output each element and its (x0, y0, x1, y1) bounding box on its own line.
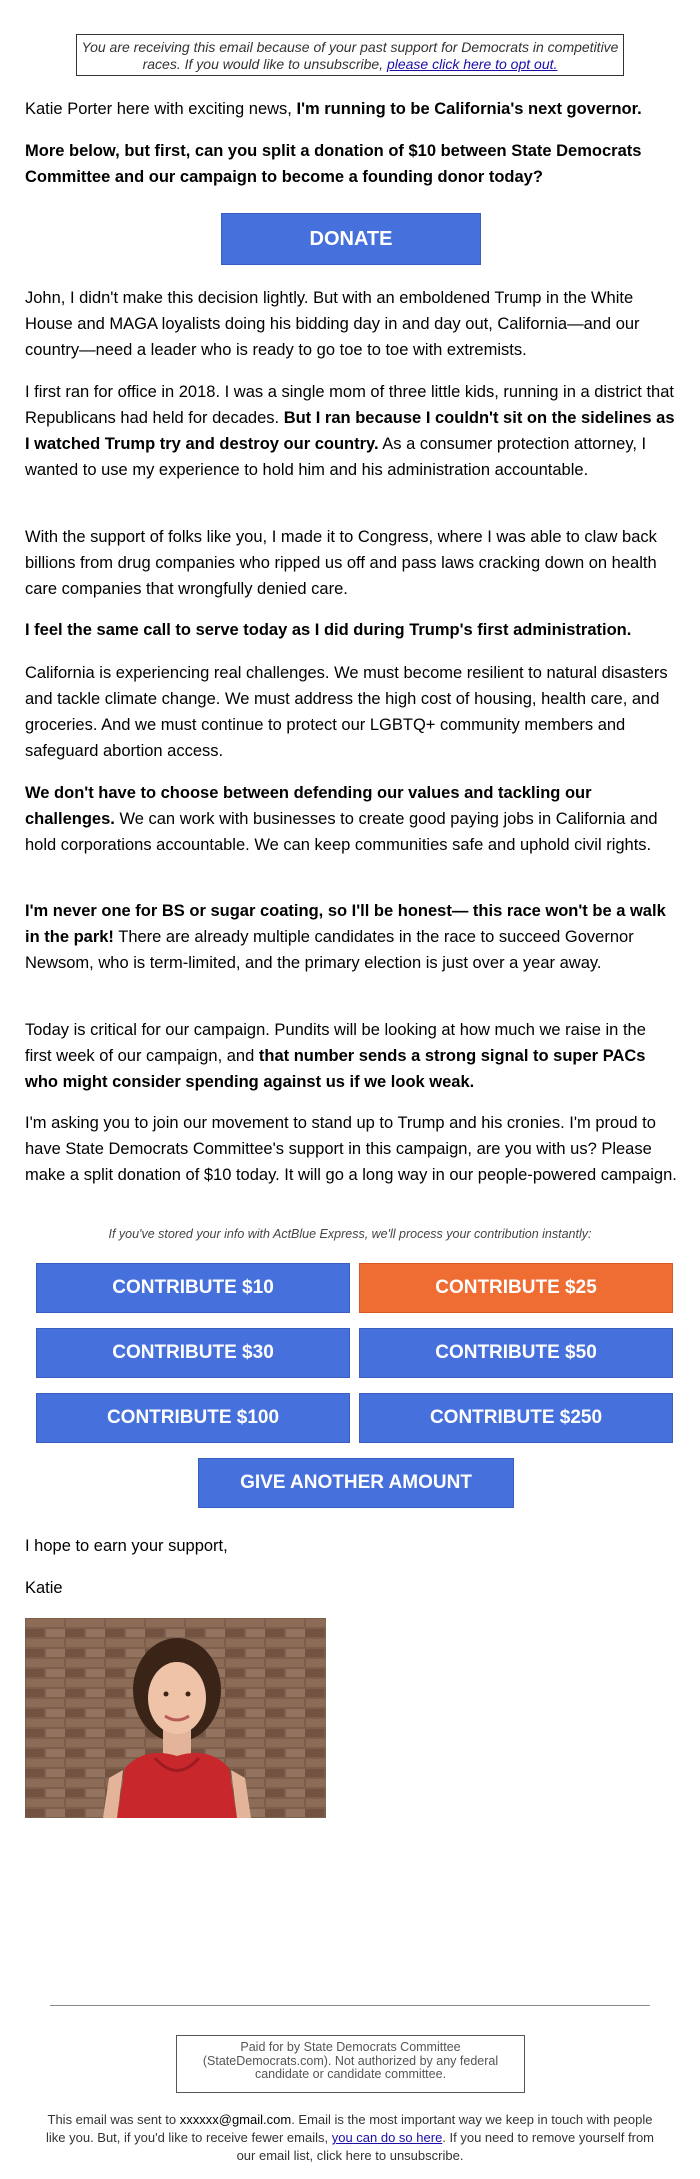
contribute-30-button[interactable]: CONTRIBUTE $30 (36, 1328, 350, 1378)
paragraph-6-a: We don't have to choose between defending our values and tackling our challenges. (25, 784, 592, 828)
paragraph-2-a: I first ran for office in 2018. I was a single mom of three little kids, running in a district that Republicans had held for decades. (25, 383, 674, 427)
intro-lead-bold: I'm running to be California's next governor. (296, 100, 642, 118)
footer-text-2: . Email is the most important way we keep in touch with people like you. But, if you'd like to receive fewer emails, (45, 2112, 653, 2145)
paragraph-5: California is experiencing real challenges. We must become resilient to natural disasters and tackle climate change. We must address the high cost of housing, health care, and groceries. And we must continue to protect our LGBTQ+ community members and safeguard abortion access. (25, 664, 668, 760)
give-another-amount-button[interactable]: GIVE ANOTHER AMOUNT (198, 1458, 514, 1508)
fewer-emails-link[interactable]: you can do so here (331, 2130, 443, 2145)
actblue-express-note: If you've stored your info with ActBlue Express, we'll process your contribution instantly: (108, 1227, 592, 1241)
paragraph-6-b: We can work with businesses to create good paying jobs in California and hold corporations accountable. We can keep communities safe and uphold civil rights. (25, 810, 658, 854)
paragraph-1: John, I didn't make this decision lightly. But with an emboldened Trump in the White House and MAGA loyalists doing his bidding day in and day out, California—and our country—need a leader who is ready to go toe to toe with extremists. (25, 289, 640, 359)
donation-ask: More below, but first, can you split a donation of $10 between State Democrats Committee and our campaign to become a founding donor today? (25, 142, 642, 186)
paragraph-2-c: As a consumer protection attorney, I wanted to use my experience to hold him and his administration accountable. (25, 435, 647, 479)
opt-out-notice (76, 34, 624, 76)
paragraph-7-b: There are already multiple candidates in the race to succeed Governor Newsom, who is term-limited, and the primary election is just over a year away. (25, 928, 634, 972)
paragraph-7-a: I'm never one for BS or sugar coating, so I'll be honest— this race won't be a walk in the park! (25, 902, 666, 946)
footer-email: xxxxxx@gmail.com (179, 2112, 292, 2127)
contribute-25-button[interactable]: CONTRIBUTE $25 (359, 1263, 673, 1313)
contribute-10-button[interactable]: CONTRIBUTE $10 (36, 1263, 350, 1313)
closing-line: I hope to earn your support, (25, 1537, 228, 1555)
intro-line (25, 96, 677, 122)
footer-text-3: . If you need to remove yourself from our email list, click here to unsubscribe. (236, 2130, 655, 2163)
contribute-100-button[interactable]: CONTRIBUTE $100 (36, 1393, 350, 1443)
paragraph-4: I feel the same call to serve today as I did during Trump's first administration. (25, 621, 632, 639)
candidate-photo-illustration (25, 1618, 326, 1818)
paid-for-line-2: (StateDemocrats.com). Not authorized by any federal candidate or candidate committee. (202, 2053, 499, 2081)
footer-text-1: This email was sent to (47, 2112, 177, 2127)
paragraph-2-b: But I ran because I couldn't sit on the sidelines as I watched Trump try and destroy our country. (25, 409, 675, 453)
paragraph-7 (25, 898, 677, 976)
paid-for-line-1: Paid for by State Democrats Committee (240, 2040, 461, 2054)
paragraph-2 (25, 379, 677, 483)
intro-lead: Katie Porter here with exciting news, (25, 100, 292, 118)
signature: Katie (25, 1579, 63, 1597)
paragraph-3: With the support of folks like you, I made it to Congress, where I was able to claw back billions from drug companies who ripped us off and pass laws cracking down on health care companies that wrongfully denied care. (25, 528, 657, 598)
candidate-photo (25, 1618, 326, 1818)
opt-out-notice-text: You are receiving this email because of your past support for Democrats in competitive races. If you would like to unsubscribe, (81, 39, 619, 72)
paragraph-8-a: Today is critical for our campaign. Pundits will be looking at how much we raise in the first week of our campaign, and (25, 1021, 646, 1065)
footer-text (40, 2111, 660, 2165)
paragraph-8-b: that number sends a strong signal to super PACs who might consider spending against us if we look weak. (25, 1047, 646, 1091)
opt-out-link[interactable]: please click here to opt out. (386, 56, 558, 72)
paragraph-8 (25, 1017, 677, 1095)
footer-divider (50, 2005, 650, 2006)
paid-for-disclaimer (176, 2035, 525, 2093)
paragraph-9: I'm asking you to join our movement to stand up to Trump and his cronies. I'm proud to have State Democrats Committee's support in this campaign, are you with us? Please make a split donation of $10 today. It will go a long way in our people-powered campaign. (25, 1114, 677, 1184)
donate-button[interactable]: DONATE (221, 213, 481, 265)
contribute-250-button[interactable]: CONTRIBUTE $250 (359, 1393, 673, 1443)
contribute-50-button[interactable]: CONTRIBUTE $50 (359, 1328, 673, 1378)
paragraph-6 (25, 780, 677, 858)
